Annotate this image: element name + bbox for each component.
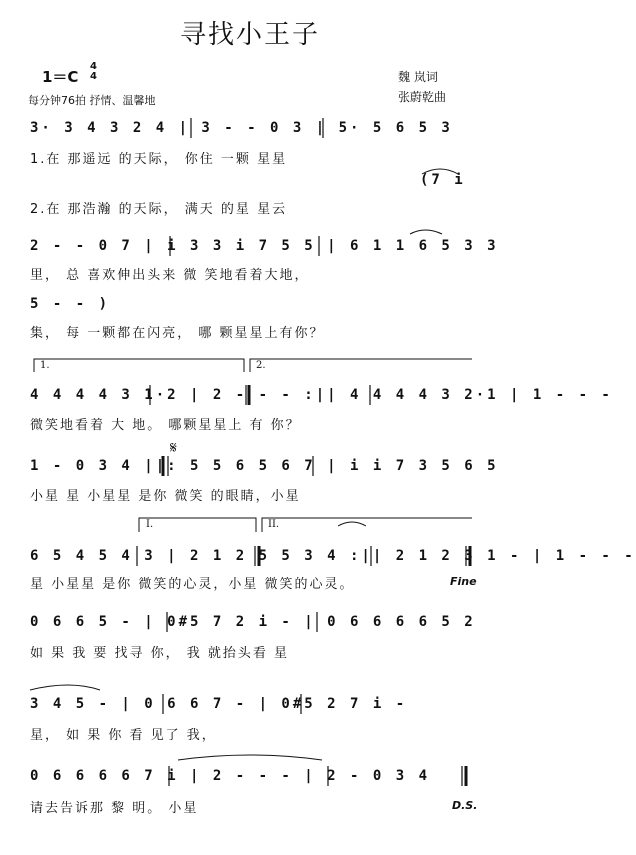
lyricist-credit: 魏 岚词 <box>398 70 438 84</box>
volta-label-II: II. <box>268 519 280 530</box>
volta-label-2: 2. <box>256 360 266 371</box>
notation-line-6: 6 5 4 5 4 3 | 2 1 2 5 5 3 4 :|| 2 1 2 3 1 - | 1 - - - <box>30 548 636 564</box>
lyric-line-2: 里， 总 喜欢伸出头来 微 笑地看着大地， <box>30 268 310 283</box>
notation-line-8: 3 4 5 - | 0 6 6 7 - | 0#5 2 7 i - <box>30 696 408 712</box>
lyric-line-6: 星 小星星 是你 微笑的心灵，小星 微笑的心灵。 <box>30 577 355 592</box>
notation-line-7: 0 6 6 5 - | 0#5 7 2 i - | 0 6 6 6 6 5 2 <box>30 614 476 630</box>
notation-line-3: 5 - - ) <box>30 296 111 312</box>
lyric-line-4: 微笑地看着 大 地。 哪颗星星上 有 你？ <box>30 418 301 433</box>
volta-label-1: 1. <box>40 360 50 371</box>
ds-mark: D.S. <box>452 799 478 812</box>
volta-label-I: I. <box>146 519 154 530</box>
segno-sign: 𝄋 <box>170 438 177 457</box>
lyric-line-1b: 2.在 那浩瀚 的天际， 满天 的星 星云 <box>30 202 288 217</box>
lyric-line-8: 星， 如 果 你 看 见了 我， <box>30 728 217 743</box>
notation-line-4: 4 4 4 4 3 1·2 | 2 - - - :|| 4 4 4 4 3 2·1 | 1 - - - <box>30 387 613 403</box>
composer-credit: 张蔚乾曲 <box>398 90 447 104</box>
notation-pickup: (7 i <box>420 172 466 188</box>
notation-line-2: 2 - - 0 7 | i 3 3 i 7 5 5 | 6 1 1 6 5 3 3 <box>30 238 499 254</box>
key-signature: 1＝C <box>42 68 79 86</box>
lyric-line-1a: 1.在 那遥远 的天际， 你住 一颗 星星 <box>30 152 288 167</box>
lyric-line-5: 小星 星 小星星 是你 微笑 的眼睛，小星 <box>30 489 301 504</box>
lyric-line-7: 如 果 我 要 找寻 你， 我 就抬头看 星 <box>30 646 290 661</box>
notation-line-9: 0 6 6 6 6 7 i | 2 - - - | 2 - 0 3 4 <box>30 768 431 784</box>
notation-line-5: 1 - 0 3 4 ||: 5 5 6 5 6 7 | i i 7 3 5 6 5 <box>30 458 499 474</box>
lyric-line-3: 集， 每 一颗都在闪亮， 哪 颗星星上有你？ <box>30 326 325 341</box>
notation-line-1: 3· 3 4 3 2 4 | 3 - - 0 3 | 5· 5 6 5 3 <box>30 120 453 136</box>
song-title: 寻找小王子 <box>179 20 320 50</box>
lyric-line-9: 请去告诉那 黎 明。 小星 <box>30 801 199 816</box>
fine-mark: Fine <box>450 575 477 588</box>
tempo-marking: 每分钟76拍 抒情、温馨地 <box>28 94 156 107</box>
meter-top: 4 <box>90 61 97 72</box>
time-signature <box>90 62 97 82</box>
meter-bottom: 4 <box>90 71 97 82</box>
